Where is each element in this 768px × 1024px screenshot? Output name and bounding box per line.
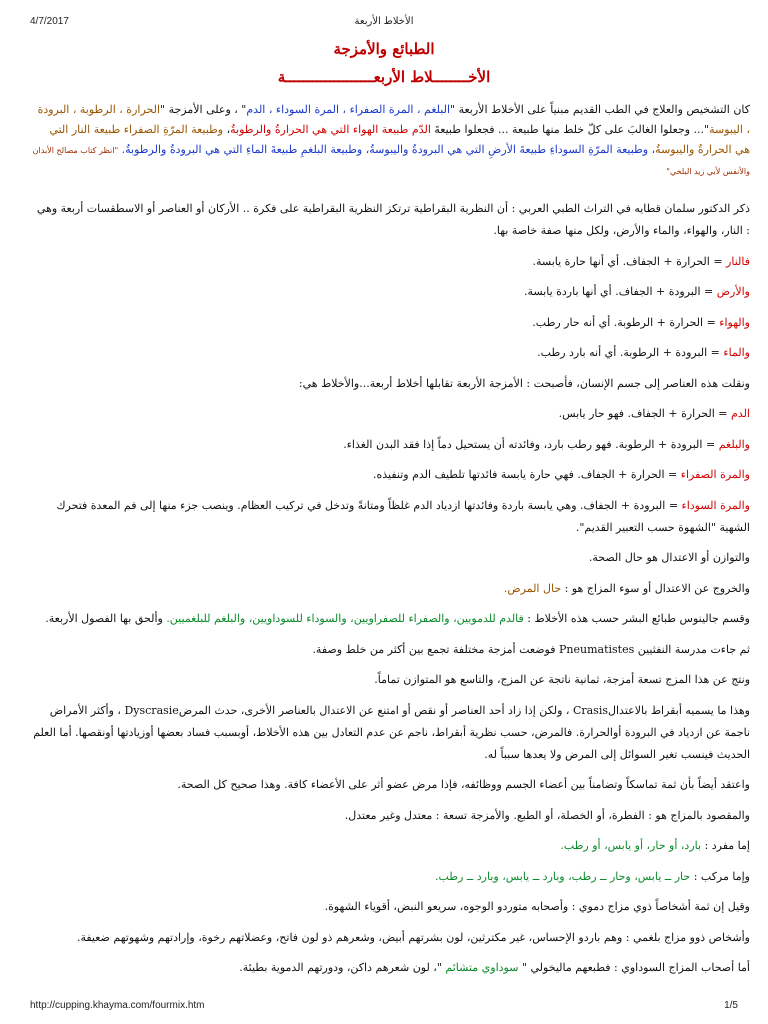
page-url: http://cupping.khayma.com/fourmix.htm bbox=[30, 1000, 205, 1011]
phlegm-label: والبلغم bbox=[718, 437, 750, 451]
page-number: 1/5 bbox=[724, 1000, 738, 1011]
blood-label: الدم bbox=[731, 407, 750, 420]
paragraph-7: ونتج عن هذا المزج تسعة أمزجة، ثمانية ناتجة عن المزج، والتاسع هو المتوازن تماماً. bbox=[374, 673, 750, 686]
phlegm-text: = البرودة + الرطوبة. فهو رطب بارد، وفائدته أن يستحيل دماً إذا فقد البدن الغذاء. bbox=[343, 437, 719, 451]
paragraph-11 bbox=[32, 835, 750, 857]
temperaments-list: الحرارة ، الرطوبة ، البرودة ، اليبوسة bbox=[37, 103, 750, 136]
paragraph-6: ثم جاءت مدرسة النفثيين Pneumatistes فوضعت أمزجة مختلفة تجمع بين أكثر من خلط وصفة. bbox=[312, 642, 750, 656]
intro-lead: كان التشخيص والعلاج في الطب القديم مبنياً على الأخلاط الأربعة " bbox=[450, 103, 750, 116]
air-text: = الحرارة + الرطوبة. أي أنه حار رطب. bbox=[532, 315, 720, 329]
paragraph-2: ونقلت هذه العناصر إلى جسم الإنسان، فأصبحت : الأمزجة الأربعة تقابلها أخلاط أربعة...والأخلاط هي: bbox=[298, 376, 750, 390]
yellow-bile-text: = الحرارة + الجفاف. فهي حارة يابسة فائدتها تلطيف الدم وتنفيذه. bbox=[372, 468, 681, 481]
p15-highlight: سوداوي متشائم bbox=[445, 961, 522, 974]
print-header bbox=[0, 16, 768, 30]
humor-black-bile bbox=[32, 495, 750, 539]
humor-yellow-bile bbox=[32, 464, 750, 486]
element-earth bbox=[32, 281, 750, 303]
water-label: والماء bbox=[723, 346, 750, 359]
print-footer bbox=[0, 1000, 768, 1014]
intro-paragraph bbox=[32, 100, 750, 182]
intro-black-bile-phlegm-nature: ، وطبيعة المرّةِ السوداءِ طبيعةَ الأرضِ التي هي البرودةُ واليبوسةُ، وطبيعة البلغمِ طبيعةَ الماءِ التي هي البرودةُ والرطوبةُ. bbox=[121, 143, 656, 156]
p11-highlight: بارد، أو حار، أو يابس، أو رطب. bbox=[560, 839, 705, 852]
black-bile-label: والمرة السوداء bbox=[681, 498, 750, 512]
black-bile-text: = البرودة + الجفاف. وهي يابسة باردة وفائدتها ازدياد الدم غلظاً ومتانةً وتدخل في تركيب العظام. وينصب جزء منها إلى فم المعدة فتحرك الشهية "الشهوة حسب التعبير القديم". bbox=[56, 498, 750, 534]
element-water bbox=[32, 342, 750, 364]
title-block bbox=[0, 38, 768, 88]
page-title: الطبائع والأمزجة bbox=[333, 40, 435, 58]
page-subtitle: الأخــــــــلاط الأربعــــــــــــــــــــة bbox=[277, 68, 491, 86]
paragraph-13: وقيل إن ثمة أشخاصاً ذوي مزاج دموي : وأصحابه متوردو الوجوه، سريعو النبض، أقوياء الشهوة. bbox=[324, 900, 750, 913]
intro-mid: " ، وعلى الأمزجة " bbox=[160, 103, 247, 116]
humor-blood bbox=[32, 403, 750, 425]
p5-tail: وألحق بها الفصول الأربعة. bbox=[45, 612, 167, 625]
p15-text: أما أصحاب المزاج السوداوي : فطبعهم ماليخولي " bbox=[521, 961, 750, 974]
print-date: 4/7/2017 bbox=[30, 16, 69, 27]
yellow-bile-label: والمرة الصفراء bbox=[680, 468, 750, 481]
p11-text: إما مفرد : bbox=[704, 839, 750, 852]
p5-highlight: فالدم للدمويين، والصفراء للصفراويين، والسوداء للسوداويين، والبلغم للبلغميين. bbox=[166, 612, 528, 625]
p12-highlight: حار ــ يابس، وحار ــ رطب، وبارد ــ يابس، وبارد ــ رطب. bbox=[434, 869, 694, 883]
paragraph-3: والتوازن أو الاعتدال هو حال الصحة. bbox=[588, 551, 750, 564]
paragraph-14: وأشخاص ذوو مزاج بلغمي : وهم باردو الإحساس، غير مكترثين، لون بشرتهم أبيض، وشعرهم ذو لون فاتح، وعضلاتهم رخوة، وإرادتهم وشهوتهم ضعيفة. bbox=[76, 930, 750, 944]
paragraph-10: والمقصود بالمزاج هو : الفطرة، أو الخصلة، أو الطبع. والأمزجة تسعة : معتدل وغير معتدل. bbox=[344, 808, 750, 822]
fire-label: فالنار bbox=[726, 254, 750, 268]
element-fire bbox=[32, 251, 750, 273]
blood-text: = الحرارة + الجفاف. فهو حار يابس. bbox=[558, 407, 731, 420]
p15-tail: "، لون شعرهم داكن، ودورتهم الدموية بطيئة. bbox=[239, 961, 446, 974]
article-body bbox=[32, 100, 750, 988]
water-text: = البرودة + الرطوبة. أي أنه بارد رطب. bbox=[537, 346, 724, 359]
intro-blood-nature: الدّم طبيعة الهواء التي هي الحرارةُ والرطوبةُ bbox=[230, 123, 431, 136]
intro-separator: ، bbox=[223, 123, 231, 136]
p4-text: والخروج عن الاعتدال أو سوء المزاج هو : bbox=[564, 581, 750, 595]
intro-rest: "... وجعلوا الغالبَ على كلّ خلط منها طبيعة ... فجعلوا طبيعةَ bbox=[434, 123, 710, 136]
page-tab-title: الأخلاط الأربعة bbox=[354, 16, 414, 27]
paragraph-8: وهذا ما يسميه أبقراط بالاعتدالCrasis ، ولكن إذا زاد أحد العناصر أو نقص أو امتنع عن الاعتدال بالعناصر الأخرى، حدث المرضDyscrasie ، وأكثر الأمراض ناجمة عن ازدياد في البرودة أوالحرارة. فالمرض، حسب نظرية أبقراط، ناجم عن عدم التعادل بين هذه الأخلاط، أوبسبب فساد بعضها أوزيادتها أونقصها. أما العلم الحديث فينسب تغير السوائل إلى المرض ولا يعدها سبباً له. bbox=[33, 703, 750, 761]
paragraph-15 bbox=[32, 957, 750, 979]
paragraph-4 bbox=[32, 578, 750, 600]
intro-source-note: "انظر كتاب مصالح الأبدان والأنفس لأبي زيد البلخي" bbox=[32, 146, 750, 176]
paragraph-1: ذكر الدكتور سلمان قطايه في التراث الطبي العربي : أن النظرية البقراطية ترتكز النظرية البقراطية على فكرة .. الأركان أو العناصر أو الاسطقسات أربعة وهي : النار، والهواء، والماء والأرض، ولكل منها صفة خاصة بها. bbox=[36, 202, 750, 237]
paragraph-9: واعتقد أيضاً بأن ثمة تماسكاً وتضامناً بين أعضاء الجسم ووظائفه، فإذا مرض عضو أثر على الأعضاء كافة. وهذا صحيح كل الصحة. bbox=[177, 778, 750, 791]
earth-text: = البرودة + الجفاف. أي أنها باردة يابسة. bbox=[523, 285, 717, 298]
humor-phlegm bbox=[32, 434, 750, 456]
element-air bbox=[32, 312, 750, 334]
earth-label: والأرض bbox=[716, 285, 750, 298]
humors-list: البلغم ، المرة الصفراء ، المرة السوداء ، الدم bbox=[246, 103, 451, 116]
paragraph-5 bbox=[32, 608, 750, 630]
fire-text: = الحرارة + الجفاف. أي أنها حارة يابسة. bbox=[532, 254, 727, 268]
paragraph-12 bbox=[32, 866, 750, 888]
intro-yellow-bile-nature: وطبيعة المرّةِ الصفراء طبيعة النار التي هي الحرارةُ واليبوسةُ bbox=[49, 123, 750, 156]
p5-text: وقسم جالينوس طبائع البشر حسب هذه الأخلاط : bbox=[527, 612, 750, 625]
p12-text: وإما مركب : bbox=[693, 869, 750, 883]
p4-highlight: حال المرض. bbox=[503, 581, 565, 595]
air-label: والهواء bbox=[719, 315, 750, 329]
